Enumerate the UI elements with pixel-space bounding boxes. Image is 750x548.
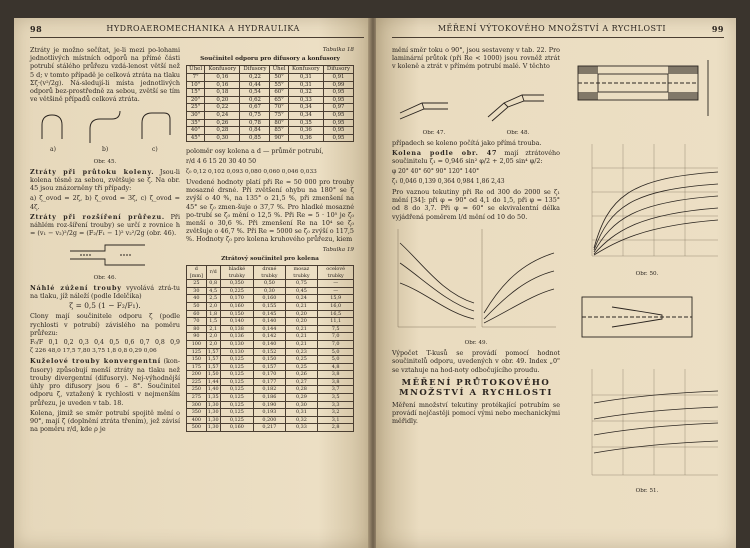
table-header-cell: drsné trubky — [254, 265, 285, 279]
paragraph: Měření množství tekutiny protékající potrubím se provádí nejčastěji pomocí vými nebo mechanickými měřidly. — [392, 400, 560, 426]
table-cell: 0,95 — [323, 127, 353, 135]
table-cell: 1,57 — [207, 348, 219, 355]
ratio-value: 0,1 — [48, 339, 59, 347]
table-cell: 0,140 — [254, 318, 285, 326]
paragraph: Ztráty je možno sečítat, je-li mezi po-lohami jednotlivých místních odporů na přímé části potrubí stálého průřezu vzdá-lenost větší než 5 d; v tomto případě je celková ztráta na tlaku Σζ·(v²/2g). Ná-sledují-li místa jednotlivých odporů bez-prostředně za sebou, zvětší se tím ve většině případů celková ztráta. — [30, 46, 180, 104]
fig45-label-c: c) — [152, 146, 158, 154]
ratio-value: 0,7 — [139, 339, 150, 347]
table-cell: 0,350 — [220, 280, 254, 288]
table-cell: 0,50 — [254, 280, 285, 288]
table-cell: 100 — [187, 340, 207, 348]
table-cell: 0,67 — [240, 104, 270, 112]
table-cell: 11,1 — [318, 318, 354, 326]
paragraph: Výpočet T-kusů se provádí pomocí hodnot součinitelů odporu, uvedených v obr. 49. Index „0" se vztahuje na hod-noty odbočujícího proudu. — [392, 349, 560, 374]
figure-caption: Obr. 50. — [635, 271, 659, 278]
table-cell: 0,140 — [254, 340, 285, 348]
table-cell: 0,16 — [205, 74, 240, 82]
table-header-cell: Difusory — [240, 66, 270, 74]
ratio-value: 0,2 — [63, 339, 74, 347]
table-cell: 0,75 — [285, 280, 318, 288]
table-cell: 150 — [187, 356, 207, 364]
paragraph-heading: Ztráty při rozšíření průřezu. — [30, 212, 165, 221]
table-cell: 1,57 — [207, 363, 219, 370]
ratio-value: 0,6 — [124, 339, 135, 347]
table-cell: 1,5 — [206, 318, 220, 326]
table-cell: 0,54 — [240, 89, 270, 97]
table-row — [187, 74, 354, 82]
left-head-title: HYDROAEROMECHANIKA A HYDRAULIKA — [106, 24, 300, 33]
table-cell: 500 — [187, 424, 207, 432]
table-cell: 75° — [270, 111, 288, 119]
paragraph: Kolena, jimiž se směr potrubí spojitě mění o 90°, mají ζ (doplnění ztráta třením), jež závisí na poměru r/d, kde ρ je — [30, 408, 180, 434]
table-cell: 0,75 — [240, 111, 270, 119]
table-row — [187, 127, 354, 135]
table-cell: 0,91 — [323, 74, 353, 82]
table-row — [187, 280, 354, 288]
table-cell: 0,95 — [323, 111, 353, 119]
rd-row: r/d 4 6 15 20 30 40 50 — [186, 157, 257, 165]
right-column-2 — [568, 46, 726, 497]
paragraph: mění směr toku o 90°, jsou sestaveny v tab. 22. Pro laminární průtok (při Re < 1000) jsou rovněž ztrát v koleně a ztrát v přímém potrubí malé. V těchto — [392, 46, 560, 71]
table-cell: 3,1 — [318, 416, 354, 424]
table-cell: 30° — [187, 111, 205, 119]
table-row — [187, 119, 354, 127]
table-header-cell: mosaz trubky — [285, 265, 318, 279]
table-cell: 0,21 — [285, 333, 318, 341]
table-row — [187, 287, 354, 295]
figure-caption: Obr. 46. — [93, 274, 117, 281]
table-cell: 0,22 — [240, 74, 270, 82]
table-cell: 4,5 — [206, 287, 220, 295]
table-row — [187, 134, 354, 142]
table-cell: 0,25 — [285, 363, 318, 371]
table-19-number: Tabulka 19 — [322, 246, 354, 253]
right-column-1 — [392, 46, 560, 427]
zeta-row: ζ 226 48,0 17,5 7,80 3,75 1,8 0,8 0,29 0,06 — [30, 348, 157, 355]
table-cell: 60 — [187, 310, 207, 318]
table-cell: 0,193 — [254, 409, 285, 417]
table-cell: 0,157 — [254, 363, 285, 371]
table-cell: 175 — [187, 363, 207, 371]
table-cell: 0,28 — [285, 386, 318, 394]
table-cell: 25 — [187, 280, 207, 288]
figure-caption: Obr. 49. — [464, 340, 488, 347]
table-cell: 45° — [187, 134, 205, 142]
table-cell: 0,36 — [288, 134, 323, 142]
table-cell: 0,34 — [288, 111, 323, 119]
table-cell: 0,200 — [254, 416, 285, 424]
table-cell: 1,30 — [207, 416, 219, 423]
table-cell: 0,95 — [323, 134, 353, 142]
table-cell: 0,24 — [285, 295, 318, 303]
table-row — [187, 340, 354, 348]
table-cell: 90 — [187, 333, 207, 341]
table-row — [187, 302, 354, 310]
table-row — [187, 424, 354, 432]
table-cell: 2,0 — [206, 302, 220, 310]
right-running-head — [392, 24, 724, 38]
fig45-label-a: a) — [50, 146, 56, 154]
table-cell: 300 — [187, 401, 207, 409]
table-cell: 0,21 — [285, 340, 318, 348]
paragraph: vyvolává ztrá-tu na tlaku, jíž náleží (podle Idelčika) — [30, 283, 180, 301]
table-19-title: Ztrátový součinitel pro kolena — [221, 255, 319, 262]
table-cell: 4,8 — [318, 363, 354, 371]
table-row — [187, 96, 354, 104]
table-cell: 0,35 — [288, 119, 323, 127]
table-cell: 0,125 — [220, 401, 254, 409]
table-header-cell: Úhel — [187, 66, 205, 74]
table-cell: 16,0 — [318, 302, 354, 310]
table-cell: 0,155 — [254, 302, 285, 310]
table-cell: 1,57 — [207, 356, 219, 363]
table-row — [187, 111, 354, 119]
paragraph-heading: Kolena podle obr. 47 — [392, 149, 498, 158]
table-cell: 3,8 — [318, 378, 354, 386]
table-cell: 400 — [187, 416, 207, 424]
figure-45-elbows — [30, 105, 180, 153]
paragraph: mají ztrátového součinitelu ζ₁ = 0,946 sin² φ/2 + 2,05 sin⁴ φ/2: — [392, 149, 561, 166]
table-cell: 0,31 — [288, 74, 323, 82]
formula: ζ = 0,5 (1 − F₂/F₁). — [69, 301, 141, 311]
paragraph: poloměr osy kolena a d — průměr potrubí, — [186, 147, 324, 156]
figure-caption: Obr. 45. — [93, 158, 117, 165]
table-cell: 3,5 — [318, 394, 354, 402]
table-cell: 0,125 — [220, 416, 254, 424]
table-cell: 0,20 — [205, 96, 240, 104]
table-row — [187, 310, 354, 318]
figure-46-expansion — [30, 239, 180, 269]
table-cell: 0,28 — [205, 127, 240, 135]
ratio-value: 0,4 — [94, 339, 104, 347]
paragraph-heading: Ztráty při průtoku koleny. — [30, 167, 155, 176]
ratio-label: F₀/F — [30, 339, 44, 347]
table-cell: 2,1 — [206, 325, 220, 333]
figure-51-chart — [568, 363, 726, 483]
table-cell: 1,30 — [207, 424, 219, 431]
table-row — [187, 401, 354, 409]
table-cell: 0,33 — [285, 424, 318, 432]
table-cell: 0,160 — [220, 424, 254, 432]
table-cell: 0,130 — [220, 348, 254, 356]
table-cell: 0,125 — [220, 386, 254, 394]
table-cell: 0,145 — [254, 310, 285, 318]
table-cell: 0,85 — [240, 134, 270, 142]
table-row — [187, 371, 354, 379]
table-cell: 0,21 — [285, 325, 318, 333]
table-cell: 0,8 — [206, 280, 220, 288]
ratio-value: 0,5 — [109, 339, 120, 347]
table-cell: 60° — [270, 89, 288, 97]
table-cell: 15,9 — [318, 295, 354, 303]
table-cell: 0,125 — [220, 363, 254, 371]
table-cell: 0,150 — [220, 310, 254, 318]
table-row — [187, 363, 354, 371]
table-cell: 275 — [187, 394, 207, 402]
table-cell: 7,0 — [318, 340, 354, 348]
table-cell: 0,177 — [254, 378, 285, 386]
table-cell: 0,45 — [285, 287, 318, 295]
table-cell: 0,36 — [288, 127, 323, 135]
table-cell: 3,3 — [318, 401, 354, 409]
table-cell: 0,144 — [254, 325, 285, 333]
table-cell: 70 — [187, 318, 207, 326]
table-cell: 0,95 — [323, 89, 353, 97]
table-19 — [186, 265, 354, 432]
figure-47-48-bends — [392, 73, 560, 125]
table-cell: — — [318, 280, 354, 288]
table-cell: 0,150 — [254, 356, 285, 364]
table-header-cell: Úhel — [270, 66, 288, 74]
table-row — [187, 295, 354, 303]
table-cell: 1,40 — [207, 386, 219, 393]
table-cell: 225 — [187, 378, 207, 386]
table-cell: 3,7 — [318, 386, 354, 394]
figure-50-chart — [568, 138, 726, 266]
zeta-row: ζ₁ 0,046 0,139 0,364 0,984 1,86 2,43 — [392, 177, 505, 185]
table-cell: 90° — [270, 134, 288, 142]
table-cell: 15° — [187, 89, 205, 97]
table-cell: 0,16 — [205, 81, 240, 89]
right-page-number: 99 — [711, 24, 724, 34]
paragraph: (kon-fusory) způsobují menší ztráty na tlaku než trouby divergentní (difusory). Nej-výhodnější úhly pro difusory jsou 6 – 8°. Součinitel odporu ζ, vztažený k rychlosti v nejmenším průřezu, je uveden v tab. 18. — [30, 357, 180, 407]
ratio-row — [30, 339, 180, 347]
table-cell: 0,20 — [285, 310, 318, 318]
fig45-label-b: b) — [102, 146, 109, 154]
table-cell: 0,20 — [285, 318, 318, 326]
table-cell: 0,125 — [220, 394, 254, 402]
table-cell: 65° — [270, 96, 288, 104]
table-cell: 3,8 — [318, 371, 354, 379]
table-cell: 0,170 — [254, 371, 285, 379]
table-cell: 3,2 — [318, 409, 354, 417]
figure-49-chart — [392, 223, 560, 335]
table-cell: 0,130 — [220, 340, 254, 348]
table-cell: 0,125 — [220, 356, 254, 364]
table-cell: 50 — [187, 302, 207, 310]
table-cell: 0,125 — [220, 409, 254, 417]
table-cell: 0,34 — [288, 104, 323, 112]
figure-caption: Obr. 47. — [422, 129, 446, 136]
table-cell: 0,99 — [323, 81, 353, 89]
table-cell: 0,225 — [220, 287, 254, 295]
table-cell: 2,5 — [206, 295, 220, 303]
table-cell: 2,0 — [206, 333, 220, 341]
table-cell: 7,0 — [318, 333, 354, 341]
ratio-value: 0,3 — [78, 339, 89, 347]
table-row — [187, 325, 354, 333]
table-cell: 0,22 — [205, 104, 240, 112]
table-cell: 350 — [187, 409, 207, 417]
table-cell: 10° — [187, 81, 205, 89]
table-cell: 0,27 — [285, 378, 318, 386]
table-cell: 0,95 — [323, 96, 353, 104]
table-cell: 0,44 — [240, 81, 270, 89]
section-title: MĚŘENÍ PRŮTOKOVÉHO MNOŽSTVÍ A RYCHLOSTI — [399, 377, 553, 398]
table-cell: 0,217 — [254, 424, 285, 432]
ratio-value: 0,9 — [170, 339, 180, 347]
figure-51-nozzle-drawing — [568, 281, 726, 361]
table-cell: 0,182 — [254, 386, 285, 394]
table-row — [187, 104, 354, 112]
table-cell: 7,5 — [318, 325, 354, 333]
table-row — [187, 333, 354, 341]
table-cell: 0,30 — [285, 401, 318, 409]
table-cell: 0,97 — [323, 104, 353, 112]
table-cell: 20° — [187, 96, 205, 104]
table-cell: 1,30 — [207, 401, 219, 408]
table-cell: 1,8 — [206, 310, 220, 318]
table-cell: 0,31 — [285, 409, 318, 417]
table-cell: 70° — [270, 104, 288, 112]
table-row — [187, 409, 354, 417]
paragraph: Při náhlém roz-šíření trouby) se určí z rovnice h = (v₁ − v₂)²/2g = (F₂/F₁ − 1)² v₂²/2g (obr. 46). — [30, 212, 180, 238]
table-cell: 55° — [270, 81, 288, 89]
table-row — [187, 394, 354, 402]
table-cell: 0,125 — [220, 378, 254, 386]
paragraph: Clony mají součinitele odporu ζ (podle rychlosti v potrubí) závislého na poměru průřezu: — [30, 312, 180, 337]
table-row — [187, 89, 354, 97]
table-cell: 0,84 — [240, 127, 270, 135]
table-cell: 0,33 — [288, 96, 323, 104]
table-cell: 0,26 — [205, 119, 240, 127]
figure-50-orifice-drawing — [568, 46, 726, 136]
cases-line: a) ζ_ovod = 2ζ, b) ζ_ovod = 3ζ, c) ζ_ovod = 4ζ. — [30, 194, 180, 211]
table-cell: 0,32 — [288, 89, 323, 97]
table-row — [187, 348, 354, 356]
table-row — [187, 356, 354, 364]
table-cell: 0,160 — [254, 295, 285, 303]
left-running-head — [30, 24, 364, 38]
table-cell: 80 — [187, 325, 207, 333]
table-cell: 0,138 — [220, 325, 254, 333]
table-row — [187, 81, 354, 89]
table-header-cell: Konfusory — [205, 66, 240, 74]
table-row — [187, 386, 354, 394]
table-cell: 0,190 — [254, 401, 285, 409]
table-cell: 0,32 — [285, 416, 318, 424]
table-cell: 0,170 — [220, 295, 254, 303]
table-cell: 2,0 — [206, 340, 220, 348]
table-cell: 0,95 — [323, 119, 353, 127]
table-cell: 40 — [187, 295, 207, 303]
table-cell: 125 — [187, 348, 207, 356]
table-cell: 0,30 — [254, 287, 285, 295]
table-cell: 250 — [187, 386, 207, 394]
table-cell: — — [318, 287, 354, 295]
paragraph-heading: Náhlé zúžení trouby — [30, 283, 122, 292]
table-cell: 0,140 — [220, 318, 254, 326]
table-cell: 0,25 — [285, 356, 318, 364]
table-cell: 5,0 — [318, 356, 354, 364]
ratio-value: 0,8 — [154, 339, 165, 347]
table-header-cell: r/d — [206, 265, 220, 279]
table-cell: 35° — [187, 119, 205, 127]
table-cell: 0,152 — [254, 348, 285, 356]
table-cell: 0,30 — [205, 134, 240, 142]
table-cell: 1,44 — [207, 378, 219, 385]
left-column-2 — [186, 46, 354, 432]
table-row — [187, 416, 354, 424]
table-header-cell: Difusory — [323, 66, 353, 74]
left-column-1 — [30, 46, 180, 435]
phi-row: φ 20° 40° 60° 90° 120° 140° — [392, 167, 480, 175]
table-cell: 0,23 — [285, 348, 318, 356]
paragraph: Pro vaznou tekutiny při Re od 300 do 2000 se ζ₁ mění [34]: při φ = 90° od 4,1 do 1,5, při φ = 135° od 8 do 3,7. Při φ = 60° se ekvivalentní délka vyjádřená poměrem l/d mění od 10 do 50. — [392, 188, 560, 221]
paragraph: Uvedené hodnoty platí při Re = 50 000 pro trouby mosazné drsné. Při zvětšení ohybu na 180° se ζ zvýší o 40 %, na 135° o 21,5 %, při zmenšení na 45° se ζ₀ zmen-šuje o 37,7 %. Pro hladké mosazné po-trubí se ζ₀ mění o 12,5 %. Při Re = 5 · 10⁵ je ζ₀ menší o 30,6 %. Při zmenšení Re na 10⁴ se ζ₀ zvětšuje o 46,7 %. Při Re = 5000 se ζ₀ zvýší o 117,5 %. Hodnoty ζ₀ pro kolena kruhového průřezu, kiem — [186, 177, 354, 244]
table-cell: 0,62 — [240, 96, 270, 104]
table-header-cell: Konfusory — [288, 66, 323, 74]
zeta-row: ζ₀ 0,12 0,102 0,093 0,080 0,060 0,046 0,033 — [186, 168, 317, 175]
figure-caption: Obr. 51. — [635, 488, 659, 495]
paragraph: případech se koleno počítá jako přímá trouba. — [392, 139, 542, 148]
table-cell: 16,5 — [318, 310, 354, 318]
table-cell: 0,24 — [205, 111, 240, 119]
table-cell: 80° — [270, 119, 288, 127]
table-cell: 25° — [187, 104, 205, 112]
table-cell: 0,136 — [220, 333, 254, 341]
table-header-cell: d [mm] — [187, 265, 207, 279]
table-18 — [186, 65, 354, 142]
paragraph: Jsou-li kolena těsně za sebou, zvětšuje se ζ. Na obr. 45 jsou znázorněny tři případy: — [30, 167, 180, 193]
table-cell: 40° — [187, 127, 205, 135]
table-cell: 0,78 — [240, 119, 270, 127]
table-cell: 5,0 — [318, 348, 354, 356]
table-18-title: Součinitel odporu pro difusory a konfusory — [200, 56, 340, 63]
table-cell: 1,30 — [207, 409, 219, 416]
table-cell: 0,142 — [254, 333, 285, 341]
table-row — [187, 378, 354, 386]
table-cell: 0,21 — [285, 302, 318, 310]
paragraph-heading: Kuželové trouby konvergentní — [30, 357, 162, 366]
table-cell: 0,160 — [220, 302, 254, 310]
table-cell: 7° — [187, 74, 205, 82]
table-cell: 1,35 — [207, 394, 219, 401]
table-cell: 2,8 — [318, 424, 354, 432]
table-cell: 0,125 — [220, 371, 254, 379]
table-row — [187, 318, 354, 326]
table-cell: 30 — [187, 287, 207, 295]
table-cell: 50° — [270, 74, 288, 82]
table-18-number: Tabulka 18 — [322, 47, 354, 53]
table-cell: 85° — [270, 127, 288, 135]
table-cell: 0,31 — [288, 81, 323, 89]
figure-caption: Obr. 48. — [506, 129, 530, 136]
table-cell: 0,29 — [285, 394, 318, 402]
table-cell: 200 — [187, 371, 207, 379]
left-page-number: 98 — [30, 24, 43, 34]
table-cell: 0,18 — [205, 89, 240, 97]
table-cell: 0,186 — [254, 394, 285, 402]
table-cell: 0,26 — [285, 371, 318, 379]
table-cell: 1,50 — [207, 371, 219, 378]
table-header-cell: hladké trubky — [220, 265, 254, 279]
right-head-title: MĚŘENÍ VÝTOKOVÉHO MNOŽSTVÍ A RYCHLOSTI — [437, 24, 667, 33]
table-header-cell: ocelové trubky — [318, 265, 354, 279]
